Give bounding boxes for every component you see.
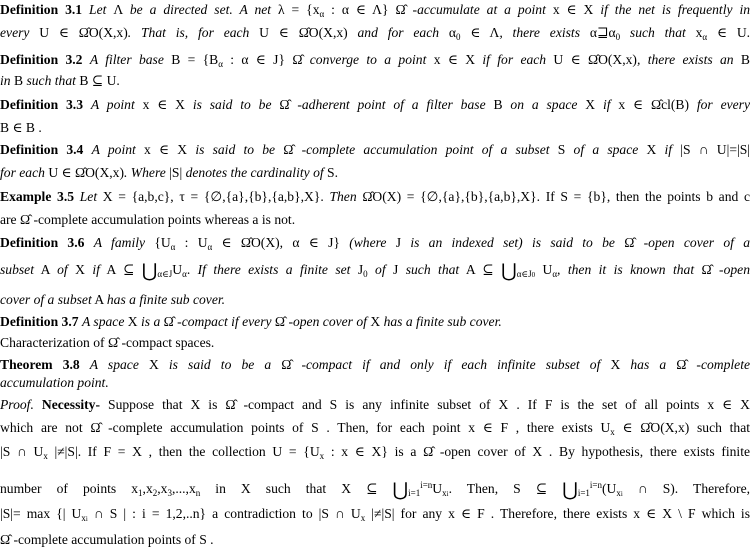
line-4: in B such that B ⊆ U. bbox=[0, 73, 120, 88]
line-2: every U ∈ Ω̂O(X,x). That is, for each U ∈ Ω̂O(X,x) and for each $\alpha_0$ ∈ Λ, there exists $\alpha⊒\alpha_0$ such that $x_\alpha$ ∈ U. bbox=[0, 25, 751, 42]
line-12: subset A of X if A ⊆ $⋃_{\alpha\in J}U_\alpha$. If there exists a finite set $J_0$ of J such that A ⊆ $⋃_{\alpha\in J0}$ $U_\alpha$, then it is known that Ω̂ -open bbox=[0, 261, 750, 282]
line-13: cover of a subset A has a finite sub cover. bbox=[0, 292, 226, 307]
line-18: Proof. Necessity- Suppose that X is Ω̂ -compact and S is any infinite subset of X . If F is the set of all points x ∈ X bbox=[0, 397, 751, 412]
line-8: for each U ∈ Ω̂O(X,x). Where |S| denotes the cardinality of S. bbox=[0, 165, 339, 180]
line-3: Definition 3.2 A filter base $B = \{B_\alpha$ : α ∈ J} Ω̂ converge to a point x ∈ X if for each U ∈ Ω̂O(X,x), there exists an B bbox=[0, 52, 750, 69]
line-15: Characterization of Ω̂ -compact spaces. bbox=[0, 335, 215, 350]
line-7: Definition 3.4 A point x ∈ X is said to be Ω̂ -complete accumulation point of a subset S of a space X if |S ∩ U|=|S| bbox=[0, 142, 751, 157]
line-22: |S|= max {| $U_{xi}$ ∩ S | : i = 1,2,..n} a contradiction to |S ∩ $U_x$ |≠|S| for any x ∈ F . Therefore, there exists x ∈ X \ F which is bbox=[0, 506, 751, 523]
line-11: Definition 3.6 A family {$U_\alpha$ : $U_\alpha$ ∈ Ω̂O(X), α ∈ J} (where J is an indexed set) is said to be Ω̂ -open cover of a bbox=[0, 235, 750, 252]
line-14: Definition 3.7 A space X is a Ω̂ -compact if every Ω̂ -open cover of X has a finite sub cover. bbox=[0, 314, 502, 329]
line-21: number of points $x_1,x_2,x_3,...,x_n$ in X such that X ⊆ $⋃_{i=1}^{i=n}U_{xi}$. Then, S ⊆ $⋃_{i=1}^{i=n}(U_{xi}$ ∩ S). Therefore, bbox=[0, 480, 750, 501]
line-6: B ∈ B . bbox=[0, 120, 42, 135]
line-17: accumulation point. bbox=[0, 375, 109, 390]
line-9: Example 3.5 Let X = {a,b,c}, τ = {∅,{a},{b},{a,b},X}. Then Ω̂O(X) = {∅,{a},{b},{a,b},X}. If S = {b}, then the points b and c bbox=[0, 189, 751, 204]
line-19: which are not Ω̂ -complete accumulation points of S . Then, for each point x ∈ F , there exists $U_x$ ∈ Ω̂O(X,x) such that bbox=[0, 420, 751, 437]
line-23: Ω̂ -complete accumulation points of S . bbox=[0, 532, 214, 547]
line-10: are Ω̂ -complete accumulation points whereas a is not. bbox=[0, 212, 296, 227]
line-16: Theorem 3.8 A space X is said to be a Ω̂ -compact if and only if each infinite subset of X has a Ω̂ -complete bbox=[0, 357, 751, 372]
line-5: Definition 3.3 A point x ∈ X is said to be Ω̂ -adherent point of a filter base B on a space X if x ∈ Ω̂cl(B) for every bbox=[0, 97, 751, 112]
line-1: Definition 3.1 Let Λ be a directed set. A net $\lambda = \{x_\alpha$ : α ∈ Λ} Ω̂ -accumulate at a point x ∈ X if the net is frequently in bbox=[0, 2, 751, 19]
line-20: |S ∩ $U_x$ |≠|S|. If F = X , then the collection $U = \{U_x$ : x ∈ X} is a Ω̂ -open cover of X . By hypothesis, there exists finite bbox=[0, 444, 751, 461]
